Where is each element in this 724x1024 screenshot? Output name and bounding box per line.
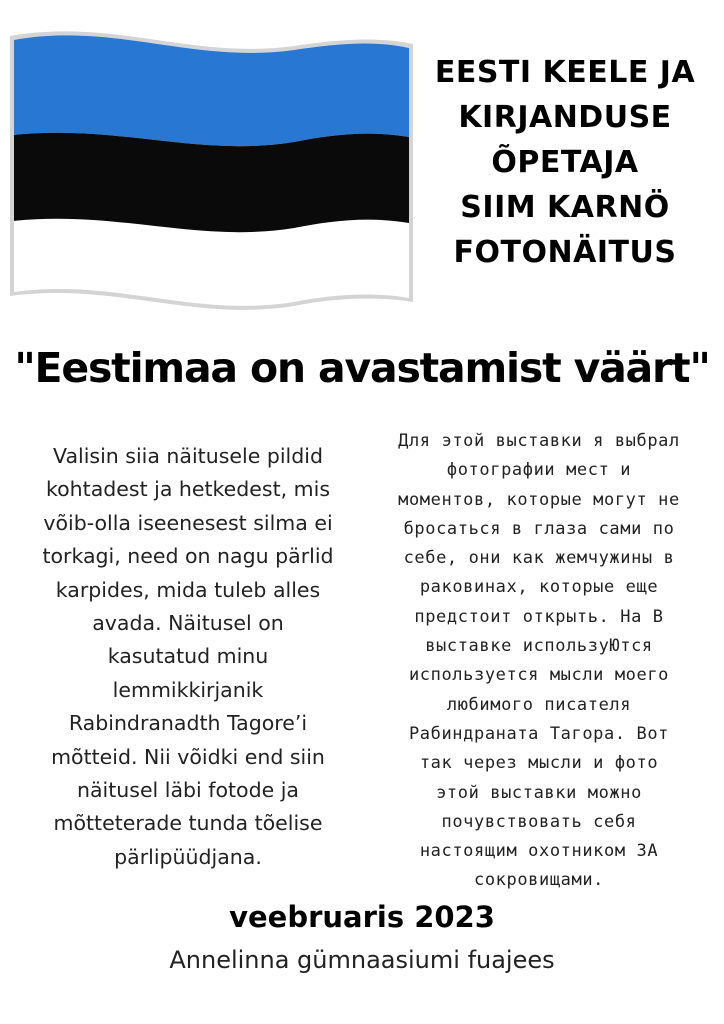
- text-line: kasutatud minu: [107, 644, 269, 669]
- text-line: pärlipüüdjana.: [114, 844, 262, 869]
- exhibition-heading: [425, 50, 705, 275]
- text-line: mõtteid. Nii võidki end siin: [51, 744, 325, 769]
- text-line: любимого писателя: [446, 694, 632, 715]
- text-line: себе, они как жемчужины в: [403, 548, 675, 569]
- text-line: Rabindranadth Tagore’i: [68, 711, 308, 736]
- heading-line: ÕPETAJA: [491, 145, 639, 180]
- text-line: avada. Näitusel on: [92, 611, 284, 636]
- flag-icon: [4, 30, 414, 315]
- text-line: kohtadest ja hetkedest, mis: [45, 477, 331, 502]
- heading-line: FOTONÄITUS: [453, 235, 677, 270]
- text-line: Valisin siia näitusele pildid: [53, 444, 323, 468]
- text-line: моментов, которые могут не: [398, 489, 680, 510]
- text-line: фотографии мест и: [446, 460, 632, 481]
- text-line: сокровищами.: [473, 870, 605, 891]
- russian-description: [360, 427, 718, 896]
- heading-line: SIIM KARNÖ: [460, 190, 670, 225]
- text-line: karpides, mida tuleb alles: [55, 577, 321, 602]
- text-line: бросаться в глаза сами по: [403, 518, 675, 539]
- text-line: выставке используЮтся: [425, 636, 653, 657]
- text-line: раковинах, которые еще: [419, 577, 659, 598]
- heading-line: KIRJANDUSE: [458, 100, 672, 135]
- text-line: mõtteterade tunda tõelise: [53, 811, 323, 836]
- heading-line: EESTI KEELE JA: [434, 55, 696, 90]
- text-line: этой выставки можно: [436, 782, 642, 803]
- flag-stripe-black: [4, 133, 414, 232]
- text-line: Для этой выставки я выбрал: [398, 431, 680, 451]
- text-line: предстоит открыть. На В: [414, 606, 664, 627]
- estonian-description: [18, 440, 358, 874]
- estonian-flag-image: [4, 30, 414, 315]
- text-line: võib-olla iseenesest silma ei: [43, 510, 333, 535]
- text-line: так через мысли и фото: [419, 753, 659, 774]
- text-line: настоящим охотником ЗА: [419, 841, 659, 862]
- text-line: используется мысли моего: [408, 665, 670, 686]
- text-line: näitusel läbi fotode ja: [76, 778, 299, 803]
- exhibition-venue: Annelinna gümnaasiumi fuajees: [169, 946, 555, 974]
- text-line: lemmikkirjanik: [112, 677, 264, 702]
- text-line: torkagi, need on nagu pärlid: [42, 544, 334, 569]
- exhibition-title-quote: "Eestimaa on avastamist väärt": [14, 344, 710, 392]
- text-line: Рабиндраната Тагора. Вот: [408, 723, 670, 744]
- exhibition-date: veebruaris 2023: [229, 900, 495, 934]
- text-line: почувствовать себя: [441, 811, 637, 832]
